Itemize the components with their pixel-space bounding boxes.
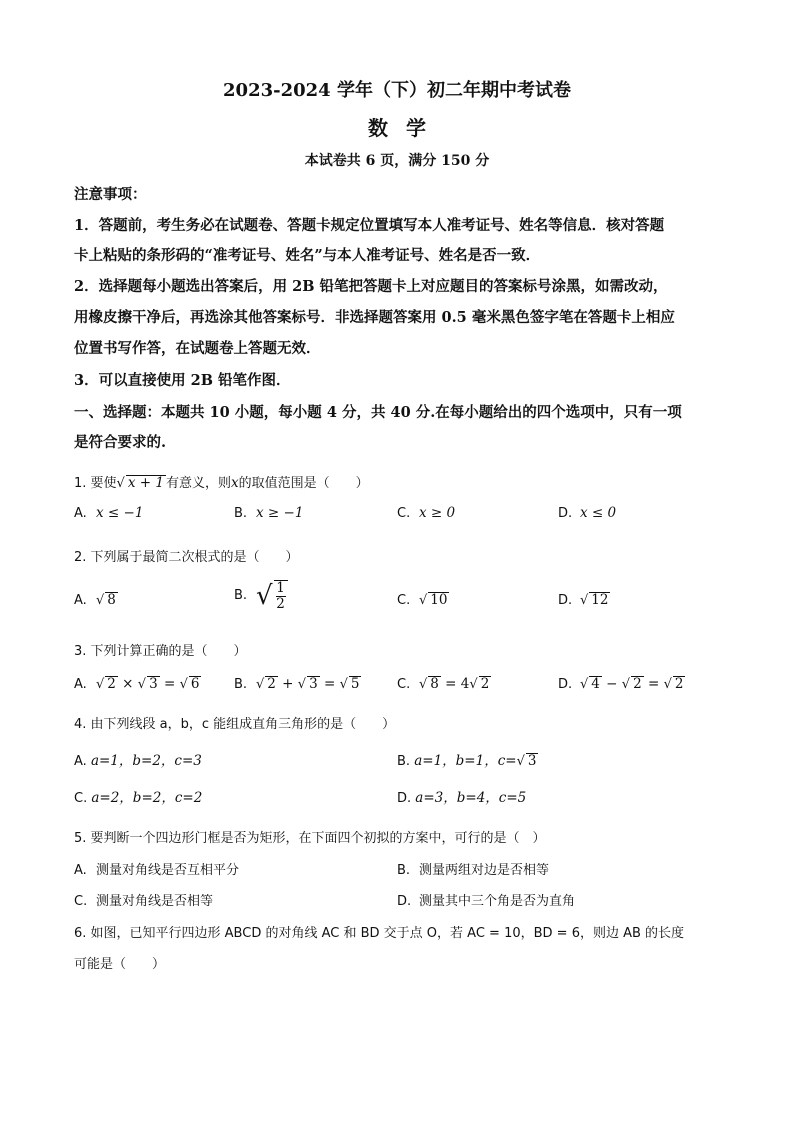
q2-option-c[interactable]: C. √ 10 xyxy=(397,592,448,608)
q1-option-c[interactable]: C. x ≥ 0 xyxy=(397,505,456,521)
q5-option-a[interactable]: A. 测量对角线是否互相平分 xyxy=(74,863,240,878)
question-6-stem-cont: 可能是（ ） xyxy=(74,957,166,972)
q3-option-d[interactable]: D. √ 4 − √ 2 = √ 2 xyxy=(558,676,684,692)
notice-line: 位置书写作答，在试题卷上答题无效． xyxy=(74,340,321,357)
q1-option-a[interactable]: A. x ≤ −1 xyxy=(74,505,144,521)
question-1-stem: 1. 要使√ x + 1 有意义，则x的取值范围是（ ） xyxy=(74,475,369,491)
q5-option-b[interactable]: B. 测量两组对边是否相等 xyxy=(397,863,550,878)
q4-option-d[interactable]: D. a=3，b=4，c=5 xyxy=(397,790,527,806)
q2-option-b[interactable]: B. √ $\frac{1}{2}$ xyxy=(234,580,288,612)
page-title: 2023-2024 学年（下）初二年期中考试卷 xyxy=(223,80,571,101)
notice-line: 卡上粘贴的条形码的“准考证号、姓名”与本人准考证号、姓名是否一致． xyxy=(74,247,541,264)
q3-option-c[interactable]: C. √ 8 = 4√ 2 xyxy=(397,676,490,692)
q3-option-b[interactable]: B. √ 2 + √ 3 = √ 5 xyxy=(234,676,360,692)
exam-info: 本试卷共 6 页，满分 150 分 xyxy=(304,153,490,169)
q5-option-d[interactable]: D. 测量其中三个角是否为直角 xyxy=(397,894,576,909)
subject-title: 数学 xyxy=(368,116,444,140)
section-heading: 是符合要求的. xyxy=(74,434,167,451)
q1-option-d[interactable]: D. x ≤ 0 xyxy=(558,505,617,521)
q3-option-a[interactable]: A. √ 2 × √ 3 = √ 6 xyxy=(74,676,200,692)
q2-option-a[interactable]: A. √ 8 xyxy=(74,592,116,608)
notice-line: 1．答题前，考生务必在试题卷、答题卡规定位置填写本人准考证号、姓名等信息．核对答题 xyxy=(74,217,665,234)
question-4-stem: 4. 由下列线段 a，b，c 能组成直角三角形的是（ ） xyxy=(74,717,396,732)
q2-option-d[interactable]: D. √ 12 xyxy=(558,592,609,608)
q4-option-c[interactable]: C. a=2，b=2，c=2 xyxy=(74,790,203,806)
q4-option-b[interactable]: B. a=1，b=1，c=√ 3 xyxy=(397,753,537,769)
q5-option-c[interactable]: C. 测量对角线是否相等 xyxy=(74,894,214,909)
notice-line: 3．可以直接使用 2B 铅笔作图． xyxy=(74,372,291,389)
question-3-stem: 3. 下列计算正确的是（ ） xyxy=(74,644,247,659)
q4-option-a[interactable]: A. a=1，b=2，c=3 xyxy=(74,753,202,769)
question-6-stem: 6. 如图，已知平行四边形 ABCD 的对角线 AC 和 BD 交于点 O，若 AC = 10，BD = 6，则边 AB 的长度 xyxy=(74,926,685,941)
notice-line: 2．选择题每小题选出答案后，用 2B 铅笔把答题卡上对应题目的答案标号涂黑，如需改动， xyxy=(74,278,668,295)
notice-heading: 注意事项： xyxy=(74,186,147,203)
section-heading: 一、选择题：本题共 10 小题，每小题 4 分，共 40 分.在每小题给出的四个选项中，只有一项 xyxy=(74,404,682,421)
question-5-stem: 5. 要判断一个四边形门框是否为矩形，在下面四个初拟的方案中，可行的是（ ） xyxy=(74,831,546,846)
notice-line: 用橡皮擦干净后，再选涂其他答案标号．非选择题答案用 0.5 毫米黑色签字笔在答题卡上相应 xyxy=(74,309,675,326)
question-2-stem: 2. 下列属于最简二次根式的是（ ） xyxy=(74,550,299,565)
q1-option-b[interactable]: B. x ≥ −1 xyxy=(234,505,304,521)
